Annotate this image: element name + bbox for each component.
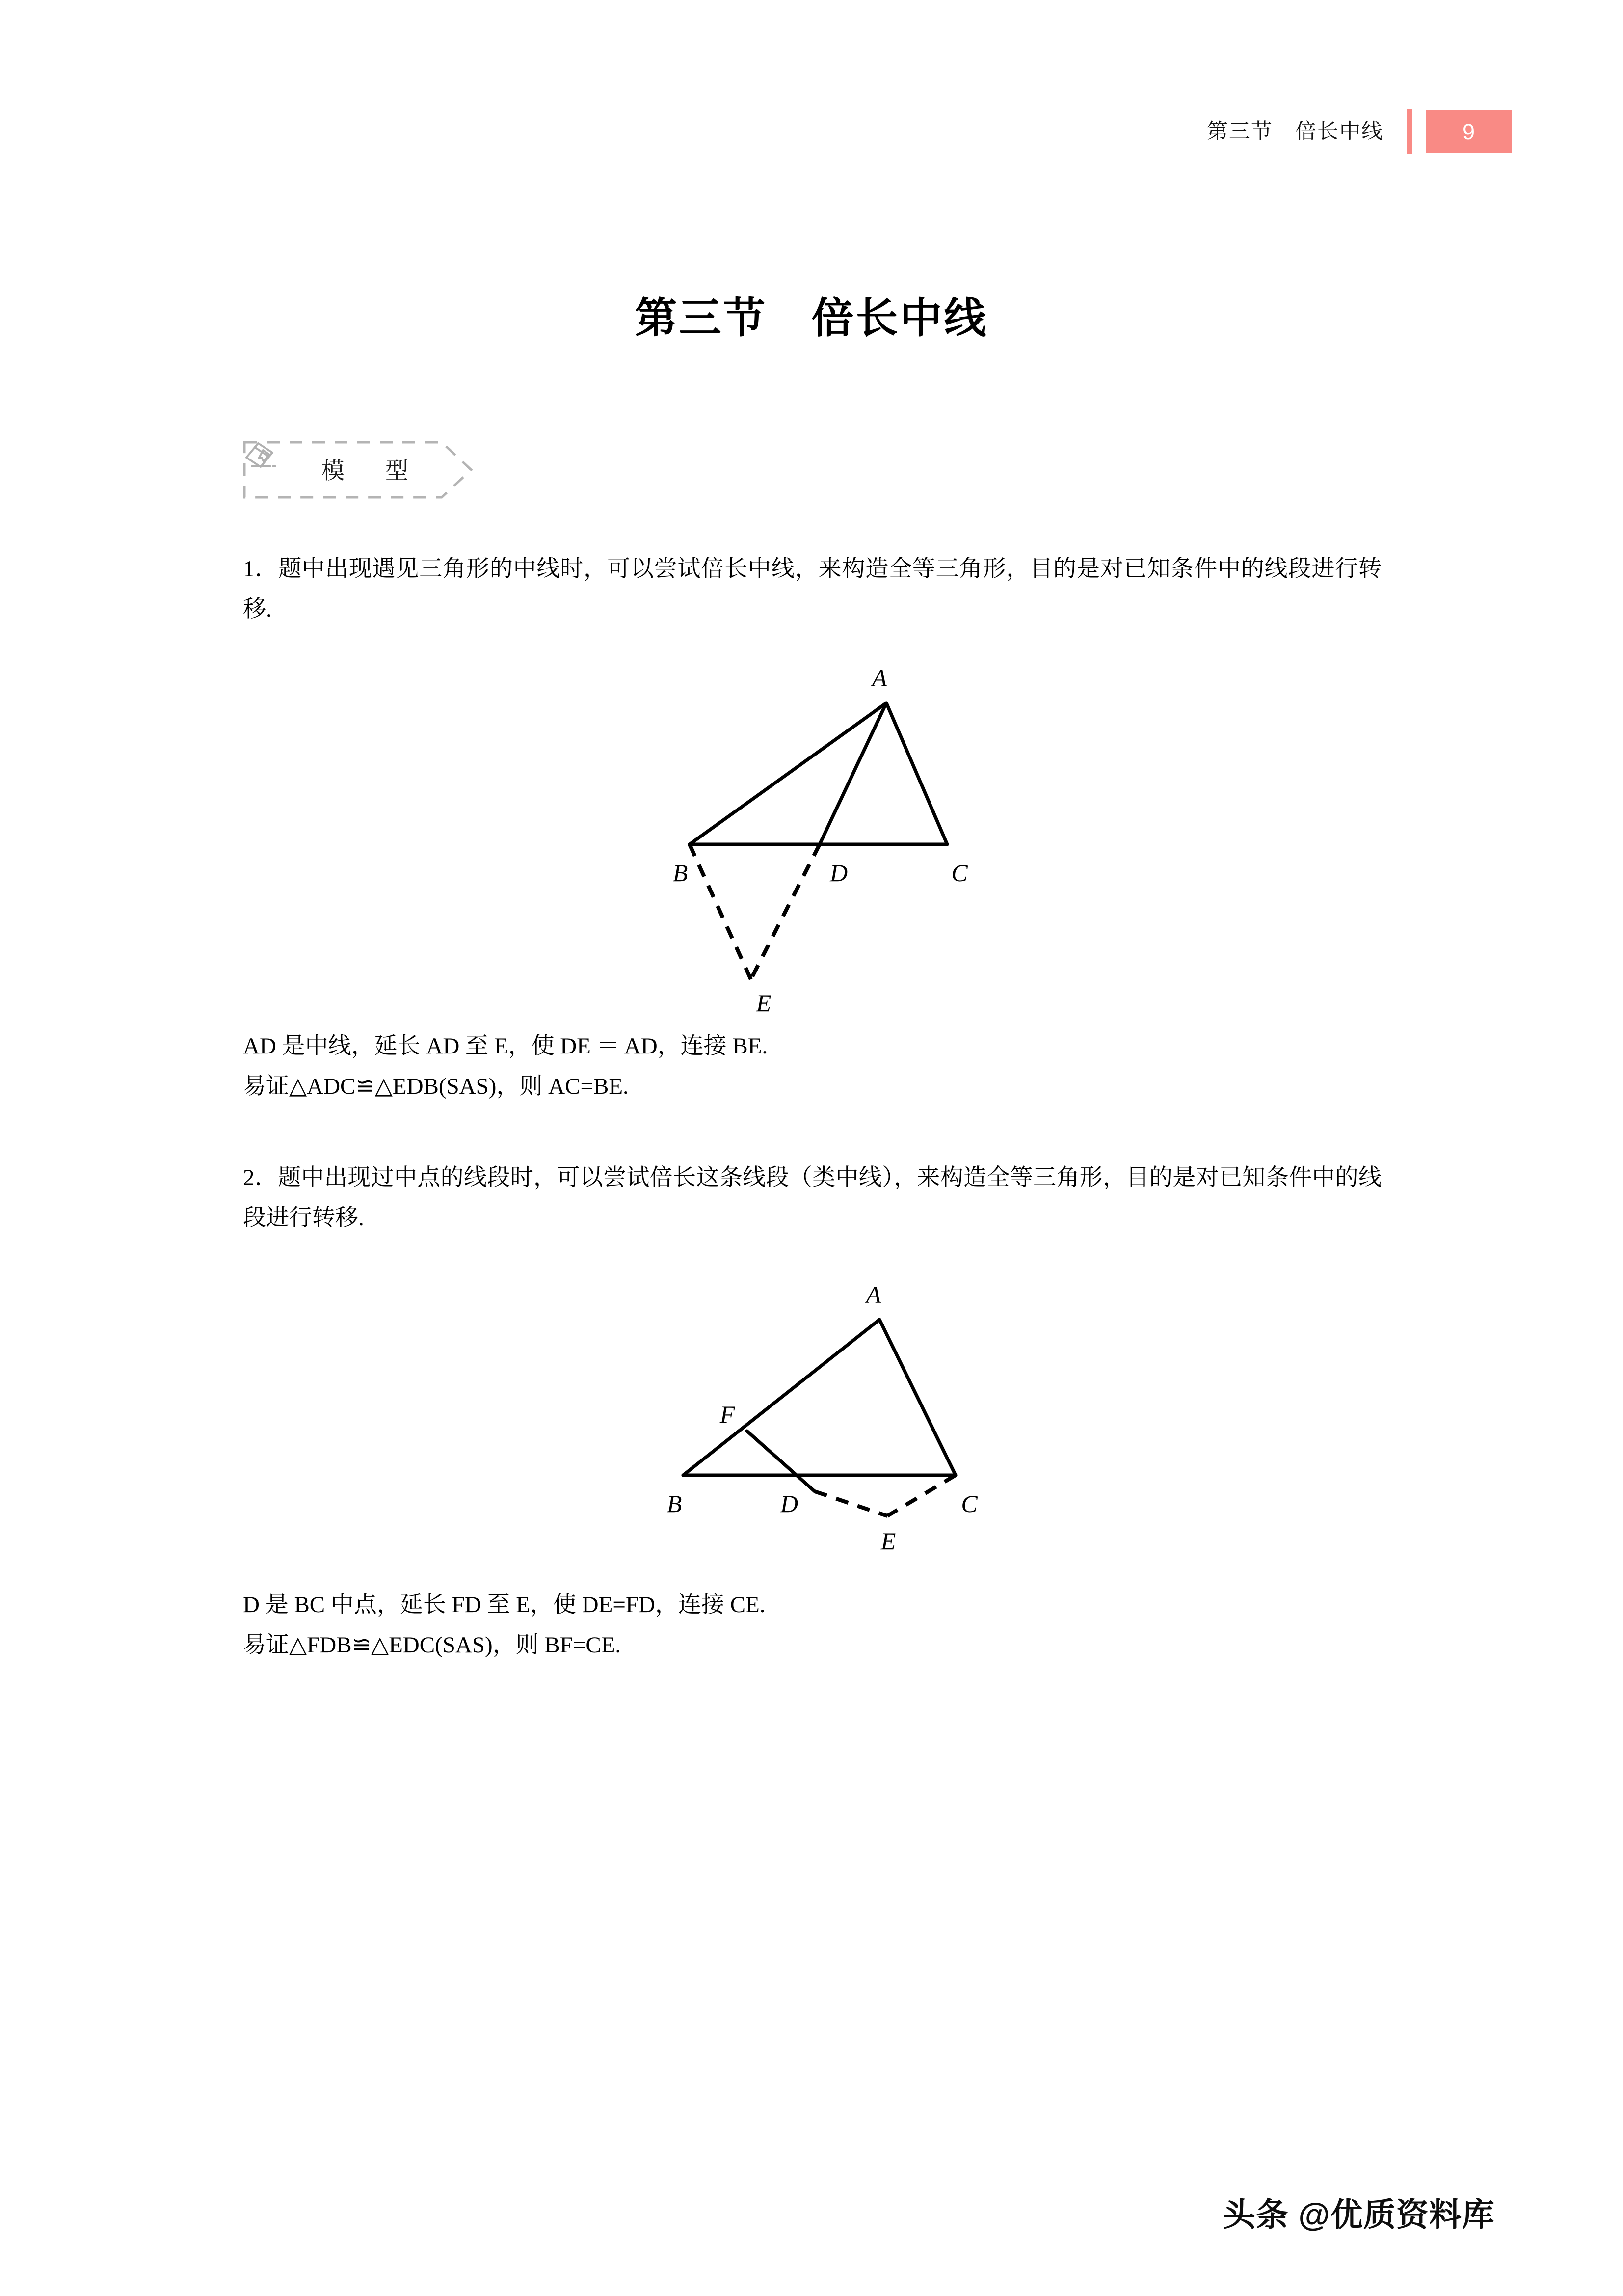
figure-1: [653, 663, 1026, 1016]
model-item-1-number: 1．: [243, 556, 279, 582]
figure-2: [653, 1276, 1045, 1551]
vertex-label-E: E: [756, 989, 772, 1016]
model-item-2-note-2: 易证△FDB≌△EDC(SAS)，则 BF=CE.: [243, 1632, 621, 1658]
vertex-label-E: E: [880, 1527, 896, 1551]
page-number: 9: [1462, 119, 1475, 144]
model-item-2-note-1: D 是 BC 中点，延长 FD 至 E，使 DE=FD，连接 CE.: [243, 1592, 766, 1618]
model-item-1-note-1: AD 是中线，延长 AD 至 E，使 DE ＝ AD，连接 BE.: [243, 1033, 768, 1059]
segment-FD: [747, 1431, 815, 1491]
segment-DE: [751, 844, 820, 979]
model-item-1-body: 题中出现遇见三角形的中线时，可以尝试倍长中线，来构造全等三角形，目的是对已知条件中的线段进行转移.: [243, 556, 1382, 622]
header-title: 第三节 倍长中线: [1207, 119, 1384, 143]
segment-AD: [820, 703, 886, 844]
page-title: 第三节 倍长中线: [635, 295, 988, 342]
segment-CE: [887, 1475, 956, 1516]
badge-label: 模 型: [321, 458, 417, 484]
vertex-label-B: B: [666, 1490, 682, 1517]
segment-DE: [815, 1491, 887, 1516]
vertex-label-F: F: [719, 1401, 735, 1428]
header-accent-rule: [1407, 109, 1412, 154]
page-number-badge: [1426, 110, 1512, 153]
eraser-icon: [243, 441, 278, 471]
vertex-label-D: D: [829, 859, 848, 887]
segment-AB: [690, 703, 886, 844]
vertex-label-C: C: [951, 859, 968, 887]
vertex-label-A: A: [866, 1281, 881, 1308]
segment-AC: [886, 703, 947, 844]
segment-AC: [879, 1320, 956, 1475]
running-header: [1207, 109, 1512, 154]
model-item-2-text: [243, 1158, 1382, 1238]
watermark: 头条 @优质资料库: [1223, 2196, 1495, 2233]
vertex-label-B: B: [672, 859, 688, 887]
segment-AB: [683, 1320, 879, 1475]
vertex-label-C: C: [961, 1490, 978, 1517]
segment-BE: [690, 844, 751, 979]
model-badge: [243, 441, 474, 499]
vertex-label-A: A: [872, 664, 887, 692]
model-item-1-note-2: 易证△ADC≌△EDB(SAS)，则 AC=BE.: [243, 1074, 629, 1099]
model-item-1-text: [243, 549, 1382, 629]
model-item-2-number: 2．: [243, 1165, 278, 1190]
vertex-label-D: D: [780, 1490, 798, 1517]
model-item-2-body: 题中出现过中点的线段时，可以尝试倍长这条线段（类中线），来构造全等三角形，目的是对已知条件中的线段进行转移.: [243, 1165, 1382, 1231]
